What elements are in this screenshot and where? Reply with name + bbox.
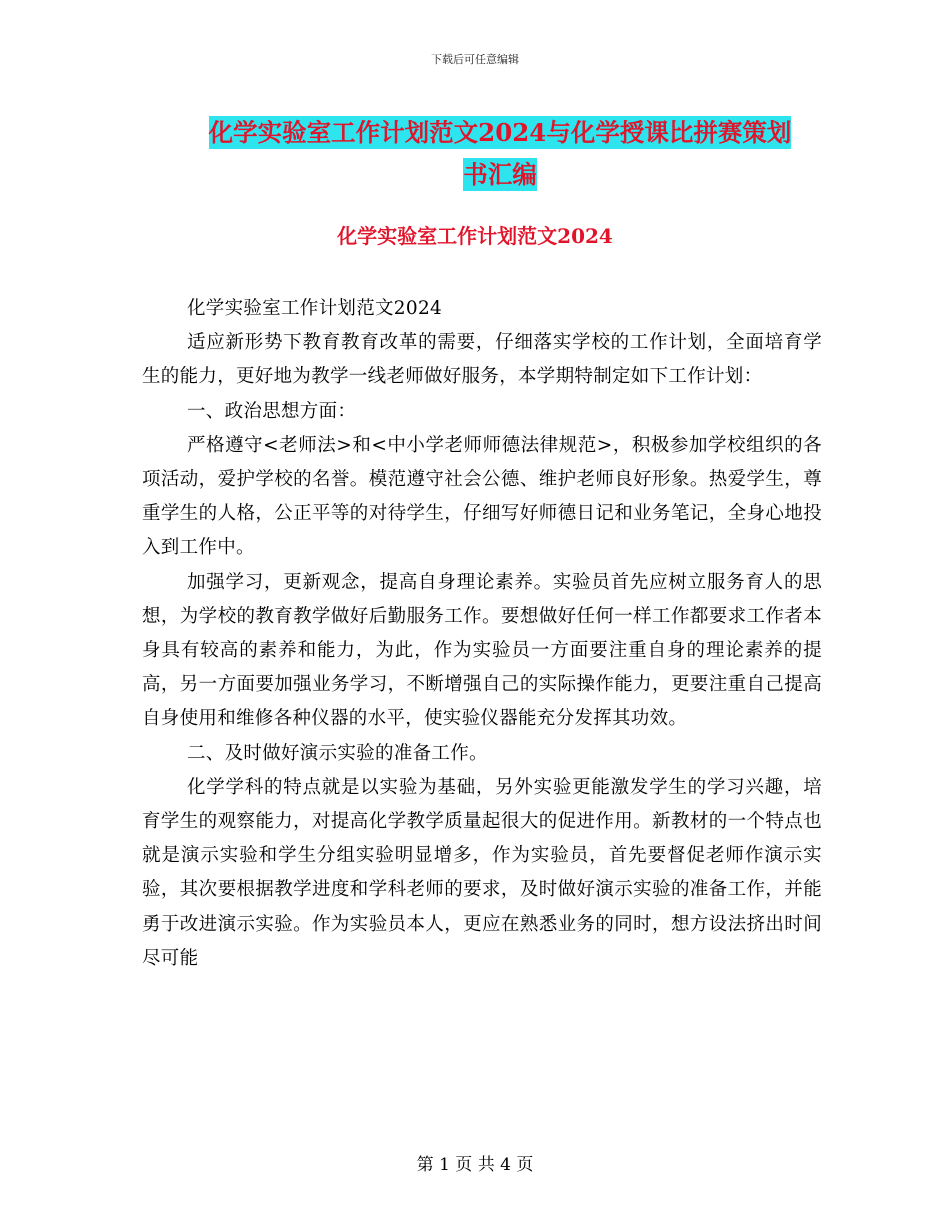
document-title-line-2: 书汇编 bbox=[463, 160, 537, 189]
document-body bbox=[142, 292, 822, 976]
paragraph: 一、政治思想方面： bbox=[187, 400, 357, 422]
section-title: 化学实验室工作计划范文2024 bbox=[337, 224, 613, 248]
document-title bbox=[120, 112, 880, 196]
document-title-line-1: 化学实验室工作计划范文2024与化学授课比拼赛策划 bbox=[208, 118, 792, 147]
page-header-note: 下载后可任意编辑 bbox=[431, 53, 519, 66]
page-number: 第 1 页 共 4 页 bbox=[416, 1155, 534, 1175]
paragraph: 加强学习，更新观念，提高自身理论素养。实验员首先应树立服务育人的思想，为学校的教育教学做好后勤服务工作。要想做好任何一样工作都要求工作者本身具有较高的素养和能力，为此，作为实验员一方面要注重自身的理论素养的提高，另一方面要加强业务学习，不断增强自己的实际操作能力，更要注重自己提高自身使用和维修各种仪器的水平，使实验仪器能充分发挥其功效。 bbox=[142, 571, 822, 730]
paragraph: 化学学科的特点就是以实验为基础，另外实验更能激发学生的学习兴趣，培育学生的观察能力，对提高化学教学质量起很大的促进作用。新教材的一个特点也就是演示实验和学生分组实验明显增多，作为实验员，首先要督促老师作演示实验，其次要根据教学进度和学科老师的要求，及时做好演示实验的准备工作，并能勇于改进演示实验。作为实验员本人，更应在熟悉业务的同时，想方设法挤出时间尽可能 bbox=[142, 776, 822, 969]
paragraph: 二、及时做好演示实验的准备工作。 bbox=[187, 742, 488, 764]
paragraph: 化学实验室工作计划范文2024 bbox=[187, 298, 443, 319]
paragraph: 严格遵守<老师法>和<中小学老师师德法律规范>，积极参加学校组织的各项活动，爱护学校的名誉。模范遵守社会公德、维护老师良好形象。热爱学生，尊重学生的人格，公正平等的对待学生，仔细写好师德日记和业务笔记，全身心地投入到工作中。 bbox=[142, 434, 822, 559]
paragraph: 适应新形势下教育教育改革的需要，仔细落实学校的工作计划，全面培育学生的能力，更好地为教学一线老师做好服务，本学期特制定如下工作计划： bbox=[142, 332, 822, 388]
